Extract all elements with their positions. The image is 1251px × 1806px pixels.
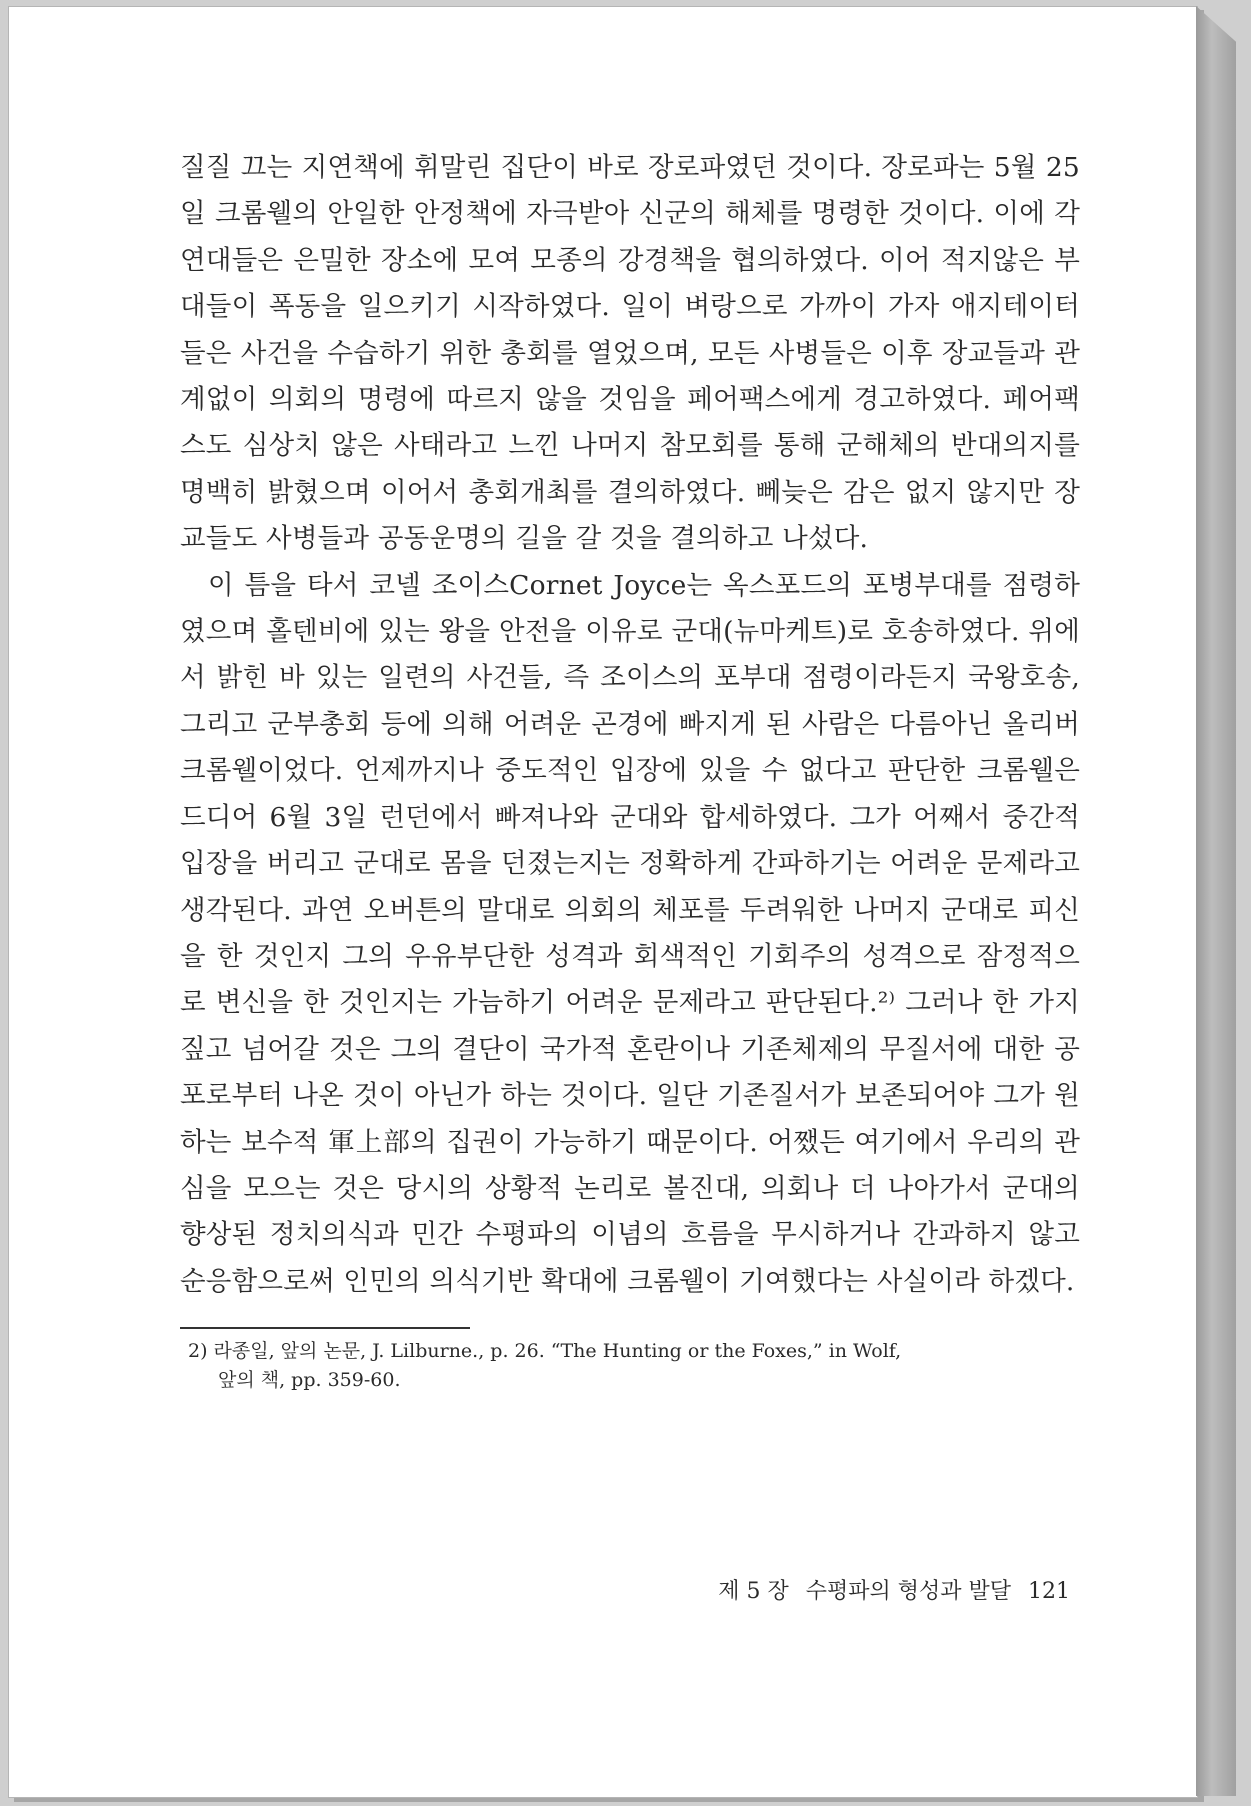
footnote-divider [180, 1327, 470, 1329]
chapter-title: 수평파의 형성과 발달 [805, 1579, 1011, 1604]
page-edge-shadow [1196, 6, 1236, 1796]
footnote-line-1: 2) 라종일, 앞의 논문, J. Lilburne., p. 26. “The Hunting or the Foxes,” in Wolf, [188, 1340, 902, 1363]
page-content [180, 145, 1080, 1395]
page-number: 121 [1028, 1579, 1070, 1604]
body-paragraph-1: 질질 끄는 지연책에 휘말린 집단이 바로 장로파였던 것이다. 장로파는 5월 25일 크롬웰의 안일한 안정책에 자극받아 신군의 해체를 명령한 것이다. 이에 각 연대들은 은밀한 장소에 모여 모종의 강경책을 협의하였다. 이어 적지않은 부대들이 폭동을 일으키기 시작하였다. 일이 벼랑으로 가까이 가자 애지테이터들은 사건을 수습하기 위한 총회를 열었으며, 모든 사병들은 이후 장교들과 관계없이 의회의 명령에 따르지 않을 것임을 페어팩스에게 경고하였다. 페어팩스도 심상치 않은 사태라고 느낀 나머지 참모회를 통해 군해체의 반대의지를 명백히 밝혔으며 이어서 총회개최를 결의하였다. 뻬늦은 감은 없지 않지만 장교들도 사병들과 공동운명의 길을 갈 것을 결의하고 나섰다. [180, 152, 1080, 555]
chapter-label: 제 5 장 [718, 1579, 789, 1604]
body-paragraph-2: 이 틈을 타서 코넬 조이스Cornet Joyce는 옥스포드의 포병부대를 점령하였으며 홀텐비에 있는 왕을 안전을 이유로 군대(뉴마케트)로 호송하였다. 위에서 밝힌 바 있는 일련의 사건들, 즉 조이스의 포부대 점령이라든지 국왕호송, 그리고 군부총회 등에 의해 어려운 곤경에 빠지게 된 사람은 다름아닌 올리버 크롬웰이었다. 언제까지나 중도적인 입장에 있을 수 없다고 판단한 크롬웰은 드디어 6월 3일 런던에서 빠져나와 군대와 합세하였다. 그가 어째서 중간적 입장을 버리고 군대로 몸을 던졌는지는 정확하게 간파하기는 어려운 문제라고 생각된다. 과연 오버튼의 말대로 의회의 체포를 두려워한 나머지 군대로 피신을 한 것인지 그의 우유부단한 성격과 회색적인 기회주의 성격으로 잠정적으로 변신을 한 것인지는 가늠하기 어려운 문제라고 판단된다.²⁾ 그러나 한 가지 짚고 넘어갈 것은 그의 결단이 국가적 혼란이나 기존체제의 무질서에 대한 공포로부터 나온 것이 아닌가 하는 것이다. 일단 기존질서가 보존되어야 그가 원하는 보수적 軍上部의 집권이 가능하기 때문이다. 어쨌든 여기에서 우리의 관심을 모으는 것은 당시의 상황적 논리로 볼진대, 의회나 더 나아가서 군대의 향상된 정치의식과 민간 수평파의 이념의 흐름을 무시하거나 간과하지 않고 순응함으로써 인민의 의식기반 확대에 크롬웰이 기여했다는 사실이라 하겠다. [180, 569, 1080, 1297]
footnote-line-2: 앞의 책, pp. 359-60. [218, 1369, 401, 1392]
running-footer [650, 1574, 1070, 1605]
footnote [180, 1337, 1080, 1395]
